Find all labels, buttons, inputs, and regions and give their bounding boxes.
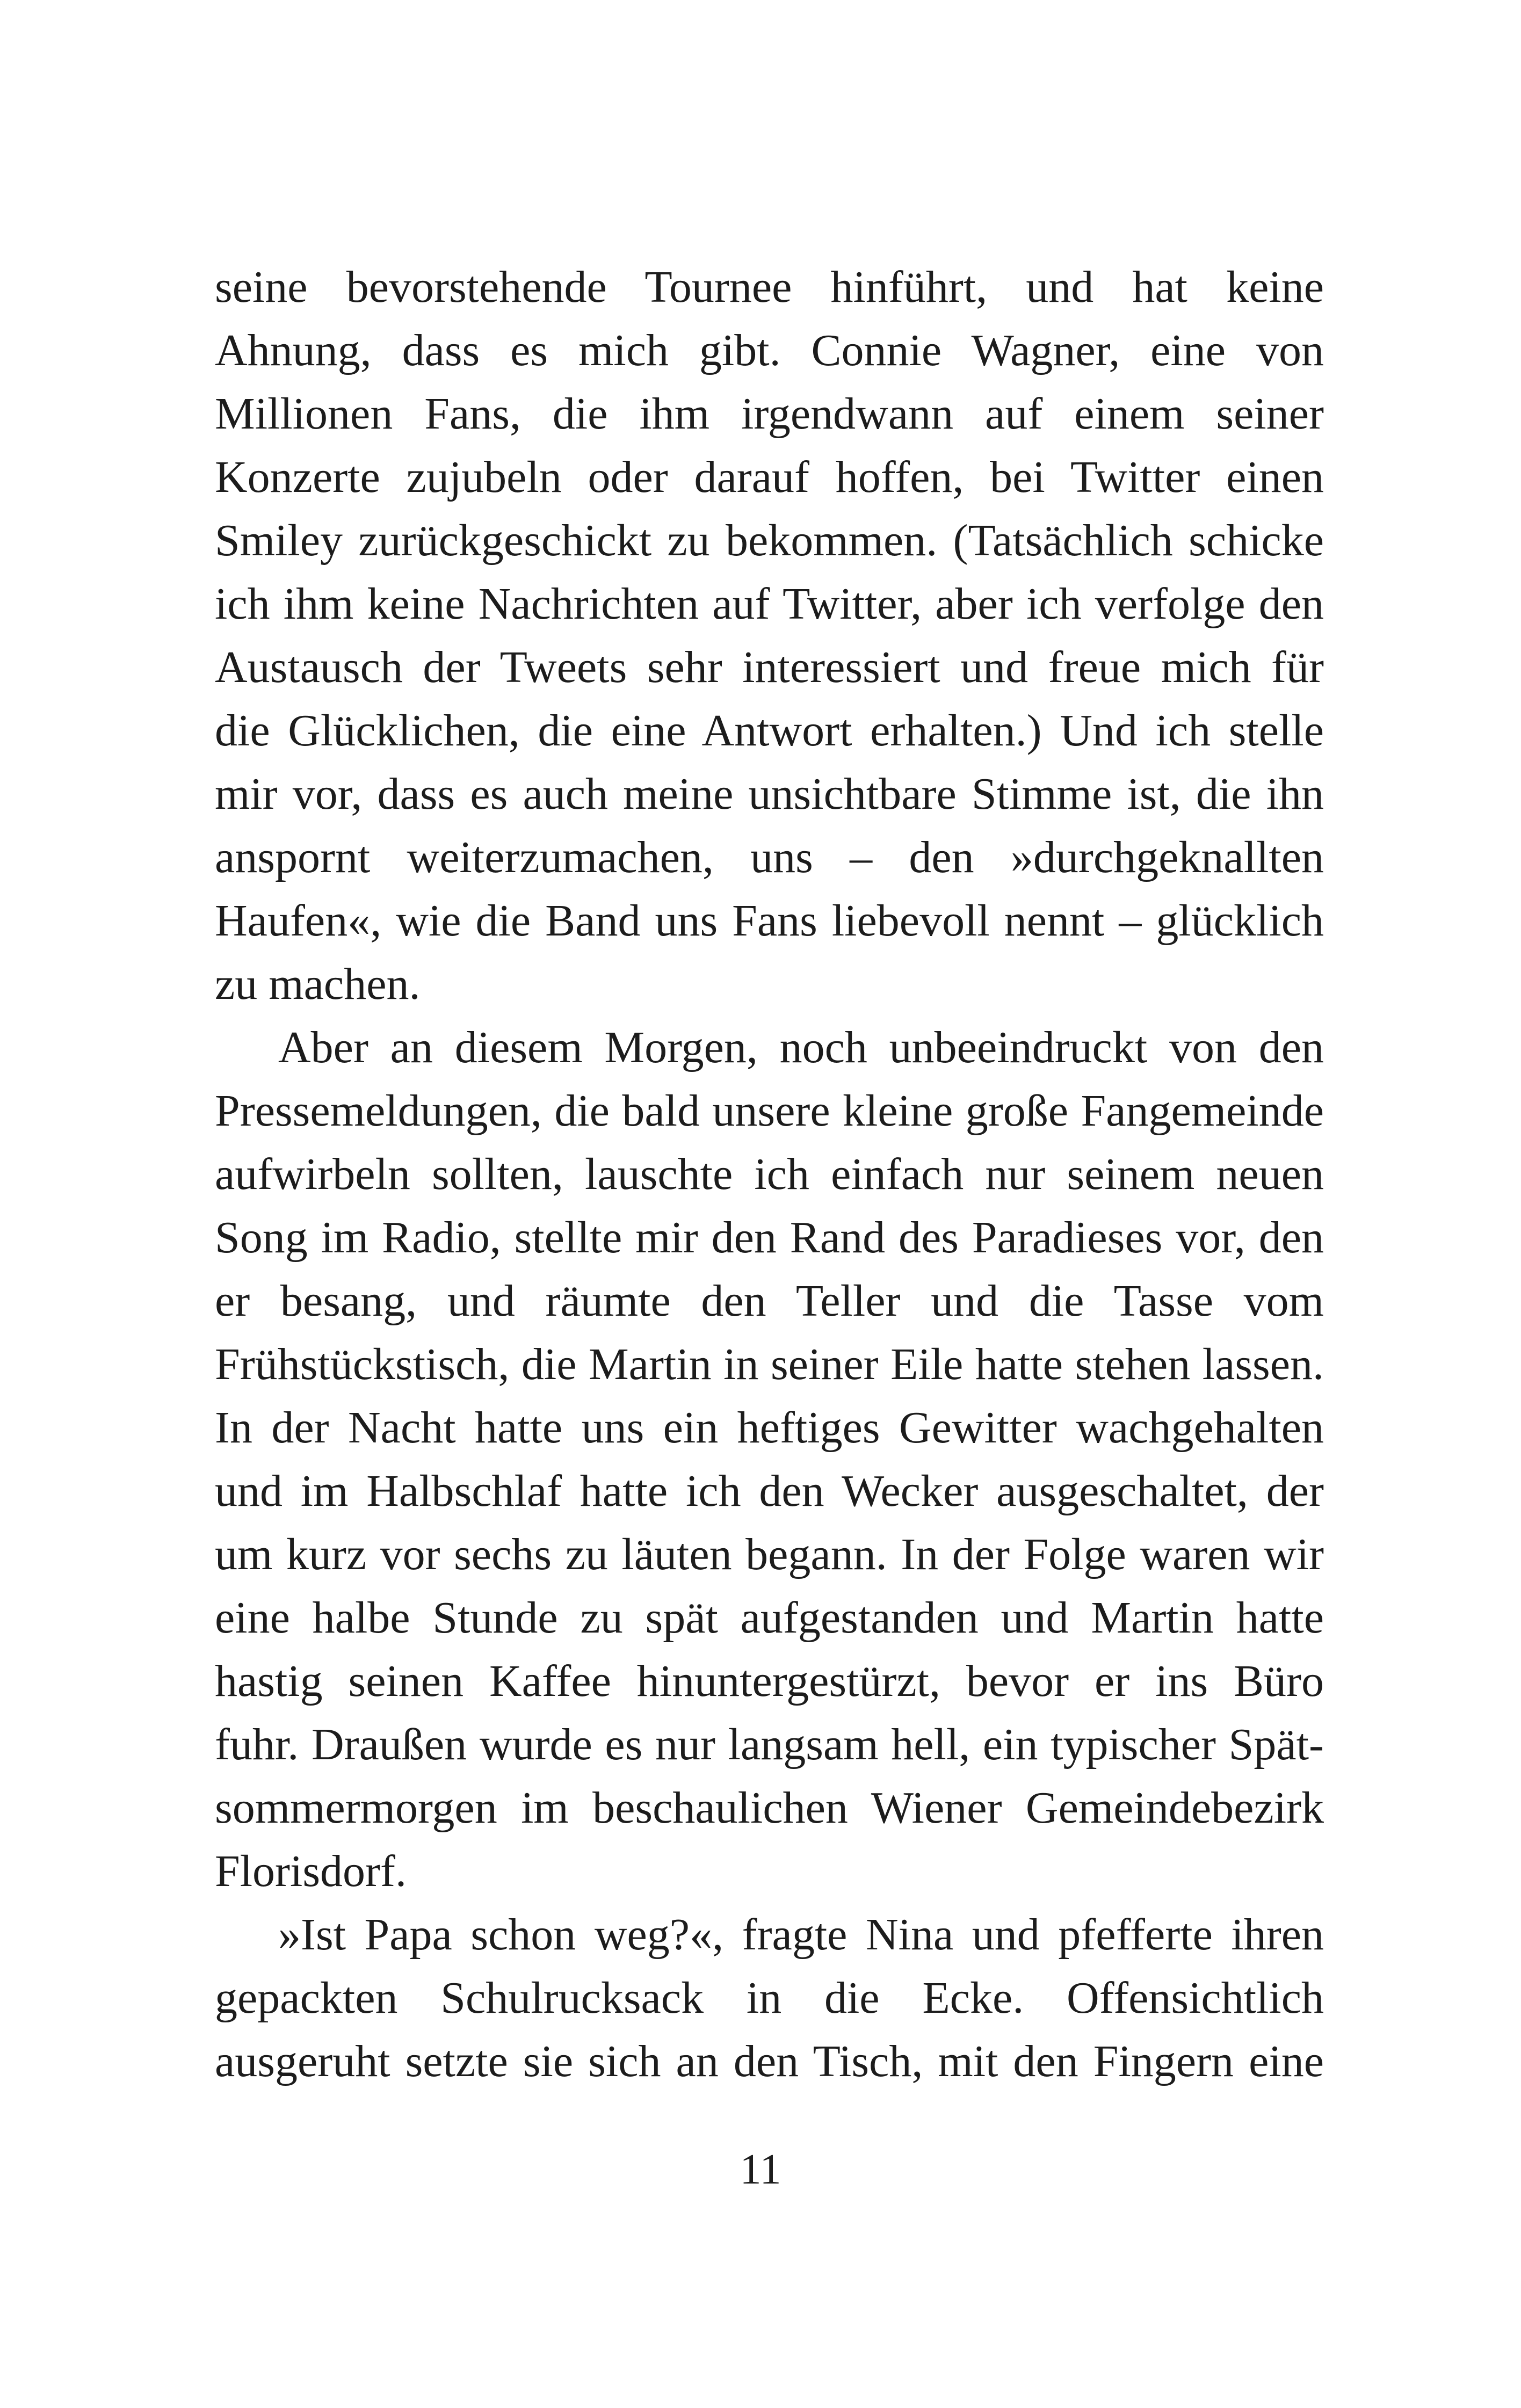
text-line: »Ist Papa schon weg?«, fragte Nina und pfefferte ihren	[278, 1910, 1324, 1960]
text-line: Frühstückstisch, die Martin in seiner Eile hatte stehen lassen.	[215, 1339, 1324, 1389]
text-line: seine bevorstehende Tournee hinführt, und hat keine	[215, 262, 1324, 312]
text-line: fuhr. Draußen wurde es nur langsam hell, ein typischer Spät-	[215, 1720, 1324, 1769]
paragraph-3	[215, 1903, 1324, 2093]
text-line: In der Nacht hatte uns ein heftiges Gewitter wachgehalten	[215, 1403, 1324, 1453]
text-line: Ahnung, dass es mich gibt. Connie Wagner, eine von	[215, 325, 1324, 375]
text-line: Aber an diesem Morgen, noch unbeeindruckt von den	[278, 1022, 1324, 1072]
text-line: mir vor, dass es auch meine unsichtbare Stimme ist, die ihn	[215, 769, 1324, 819]
text-line: Smiley zurückgeschickt zu bekommen. (Tatsächlich schicke	[215, 516, 1324, 565]
text-line: anspornt weiterzumachen, uns – den »durchgeknallten	[215, 832, 1324, 882]
page-number: 11	[740, 2146, 781, 2193]
text-line: Konzerte zujubeln oder darauf hoffen, bei Twitter einen	[215, 452, 1324, 502]
text-line: gepackten Schulrucksack in die Ecke. Offensichtlich	[215, 1973, 1324, 2023]
text-line: Song im Radio, stellte mir den Rand des Paradieses vor, den	[215, 1213, 1324, 1263]
text-line: aufwirbeln sollten, lauschte ich einfach nur seinem neuen	[215, 1149, 1324, 1199]
text-line: Florisdorf.	[215, 1846, 407, 1896]
text-line: ausgeruht setzte sie sich an den Tisch, mit den Fingern eine	[215, 2036, 1324, 2086]
body-text	[215, 256, 1324, 2093]
text-line: ich ihm keine Nachrichten auf Twitter, aber ich verfolge den	[215, 579, 1324, 629]
text-line: die Glücklichen, die eine Antwort erhalten.) Und ich stelle	[215, 706, 1324, 756]
text-line: Pressemeldungen, die bald unsere kleine große Fangemeinde	[215, 1086, 1324, 1136]
text-line: er besang, und räumte den Teller und die Tasse vom	[215, 1276, 1324, 1326]
text-line: eine halbe Stunde zu spät aufgestanden und Martin hatte	[215, 1593, 1324, 1643]
text-line: hastig seinen Kaffee hinuntergestürzt, bevor er ins Büro	[215, 1656, 1324, 1706]
paragraph-2	[215, 1016, 1324, 1903]
text-line: um kurz vor sechs zu läuten begann. In der Folge waren wir	[215, 1529, 1324, 1579]
text-line: Haufen«, wie die Band uns Fans liebevoll nennt – glücklich	[215, 896, 1324, 946]
text-line: Millionen Fans, die ihm irgendwann auf einem seiner	[215, 389, 1324, 439]
text-line: zu machen.	[215, 959, 421, 1009]
text-line: und im Halbschlaf hatte ich den Wecker ausgeschaltet, der	[215, 1466, 1324, 1516]
paragraph-1	[215, 256, 1324, 1016]
text-line: Austausch der Tweets sehr interessiert und freue mich für	[215, 642, 1324, 692]
text-line: sommermorgen im beschaulichen Wiener Gemeindebezirk	[215, 1783, 1324, 1833]
